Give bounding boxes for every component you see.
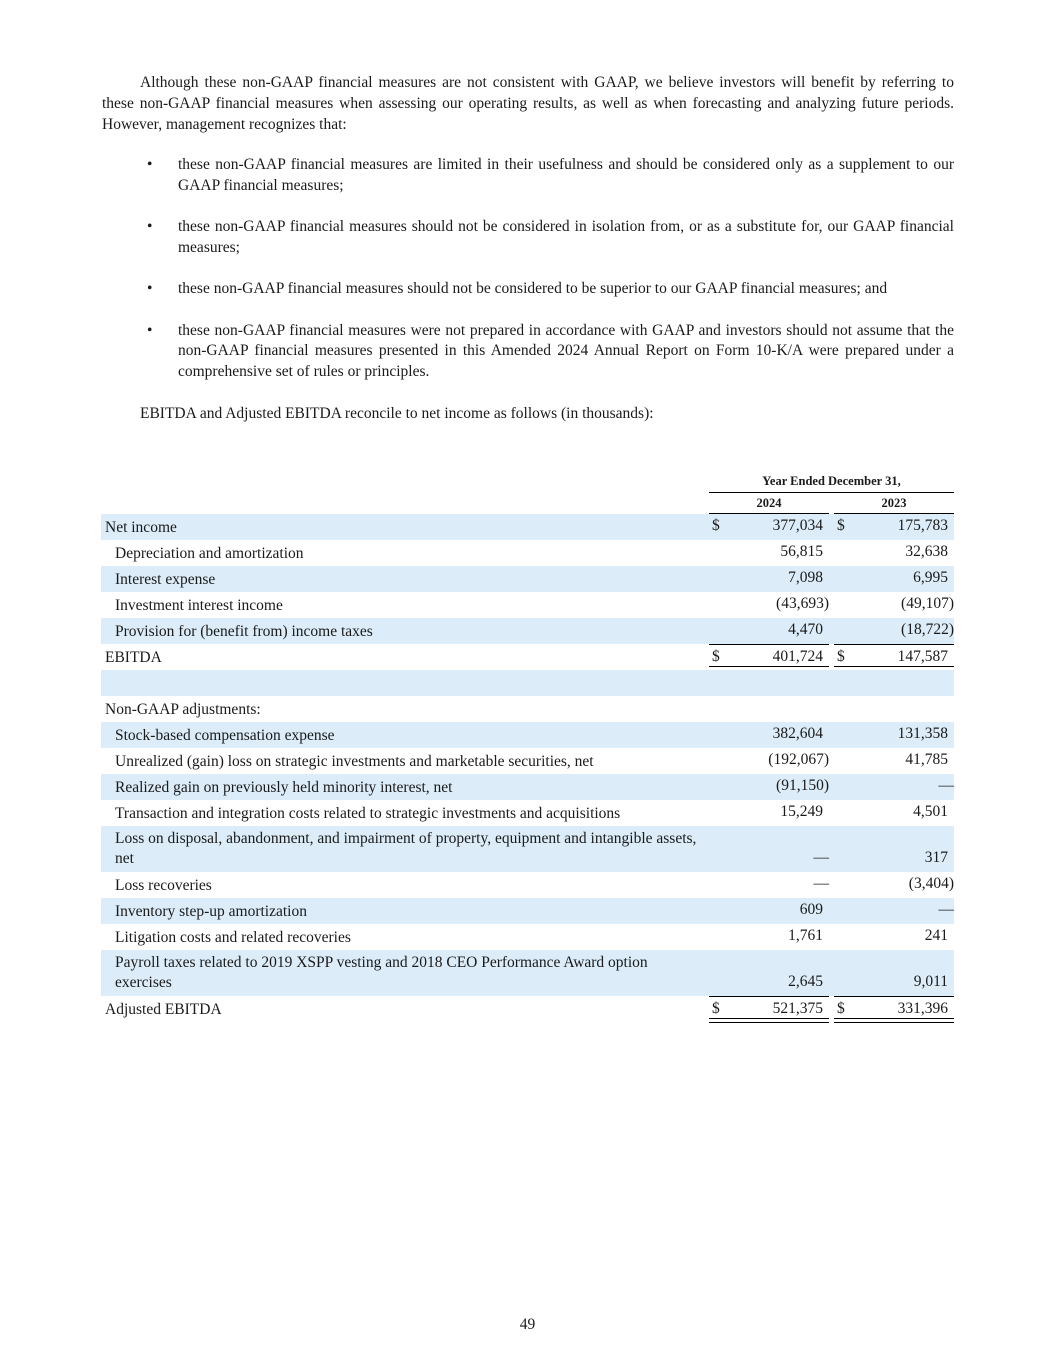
bullet-icon: • — [147, 280, 153, 297]
table-row: Litigation costs and related recoveries 1,761 241 — [115, 927, 948, 946]
bullet-item: • these non-GAAP financial measures were not prepared in accordance with GAAP and investors should not assume that the non-GAAP financial measures presented in this Amended 2024 Annual Report on Form 10-K/A were prepared under a comprehensive set of rules or principles. — [147, 321, 954, 380]
bullet-list — [102, 155, 954, 382]
table-section-heading: Non-GAAP adjustments: — [105, 701, 261, 718]
page-number: 49 — [519, 1316, 536, 1333]
table-row: Payroll taxes related to 2019 XSPP vesting and 2018 CEO Performance Award option exercises 2,645 9,011 — [101, 950, 954, 996]
table-row: Unrealized (gain) loss on strategic investments and marketable securities, net (192,067) 41,785 — [115, 751, 948, 770]
year-header-2024: 2024 — [709, 496, 829, 514]
table-row: Stock-based compensation expense 382,604 131,358 — [101, 722, 954, 748]
bullet-item: • these non-GAAP financial measures are limited in their usefulness and should be considered only as a supplement to our GAAP financial measures; — [147, 156, 954, 194]
currency-symbol: $ — [837, 517, 845, 534]
bullet-item: • these non-GAAP financial measures should not be considered to be superior to our GAAP financial measures; and — [102, 279, 954, 300]
currency-symbol: $ — [712, 517, 720, 534]
document-body — [102, 72, 954, 424]
table-row: Inventory step-up amortization 609 — — [101, 898, 954, 924]
period-header: Year Ended December 31, — [709, 474, 954, 493]
table-row: Transaction and integration costs related to strategic investments and acquisitions 15,249 4,501 — [115, 803, 948, 822]
currency-symbol: $ — [712, 1000, 720, 1017]
table-header — [101, 472, 954, 514]
bullet-icon: • — [147, 321, 153, 339]
table-row-ebitda: EBITDA $ 401,724 $ 147,587 — [101, 644, 954, 670]
table-row: Realized gain on previously held minority interest, net (91,150) — — [101, 774, 954, 800]
table-row: Loss recoveries — (3,404) — [115, 875, 954, 894]
year-header-2023: 2023 — [834, 496, 954, 514]
table-row-net-income: Net income $ 377,034 $ 175,783 — [101, 514, 954, 540]
table-row: Interest expense 7,098 6,995 — [101, 566, 954, 592]
table-lead-paragraph: EBITDA and Adjusted EBITDA reconcile to net income as follows (in thousands): — [140, 405, 654, 422]
table-row: Provision for (benefit from) income taxes 4,470 (18,722) — [101, 618, 954, 644]
table-row: Depreciation and amortization 56,815 32,638 — [115, 543, 948, 562]
table-spacer-row — [101, 670, 954, 696]
table-row-adjusted-ebitda: Adjusted EBITDA $ 521,375 $ 331,396 — [101, 996, 954, 1022]
table-row: Investment interest income (43,693) (49,107) — [115, 595, 954, 614]
currency-symbol: $ — [712, 648, 720, 665]
bullet-icon: • — [147, 156, 153, 173]
currency-symbol: $ — [837, 648, 845, 665]
bullet-item: • these non-GAAP financial measures should not be considered in isolation from, or as a substitute for, our GAAP financial measures; — [147, 218, 954, 256]
ebitda-reconciliation-table — [101, 472, 954, 1022]
bullet-icon: • — [147, 218, 153, 235]
currency-symbol: $ — [837, 1000, 845, 1017]
table-row: Loss on disposal, abandonment, and impairment of property, equipment and intangible assets, net — 317 — [101, 826, 954, 872]
intro-paragraph: Although these non-GAAP financial measures are not consistent with GAAP, we believe investors will benefit by referring to these non-GAAP financial measures when assessing our operating results, as well as when forecasting and analyzing future periods. However, management recognizes that: — [102, 74, 954, 133]
